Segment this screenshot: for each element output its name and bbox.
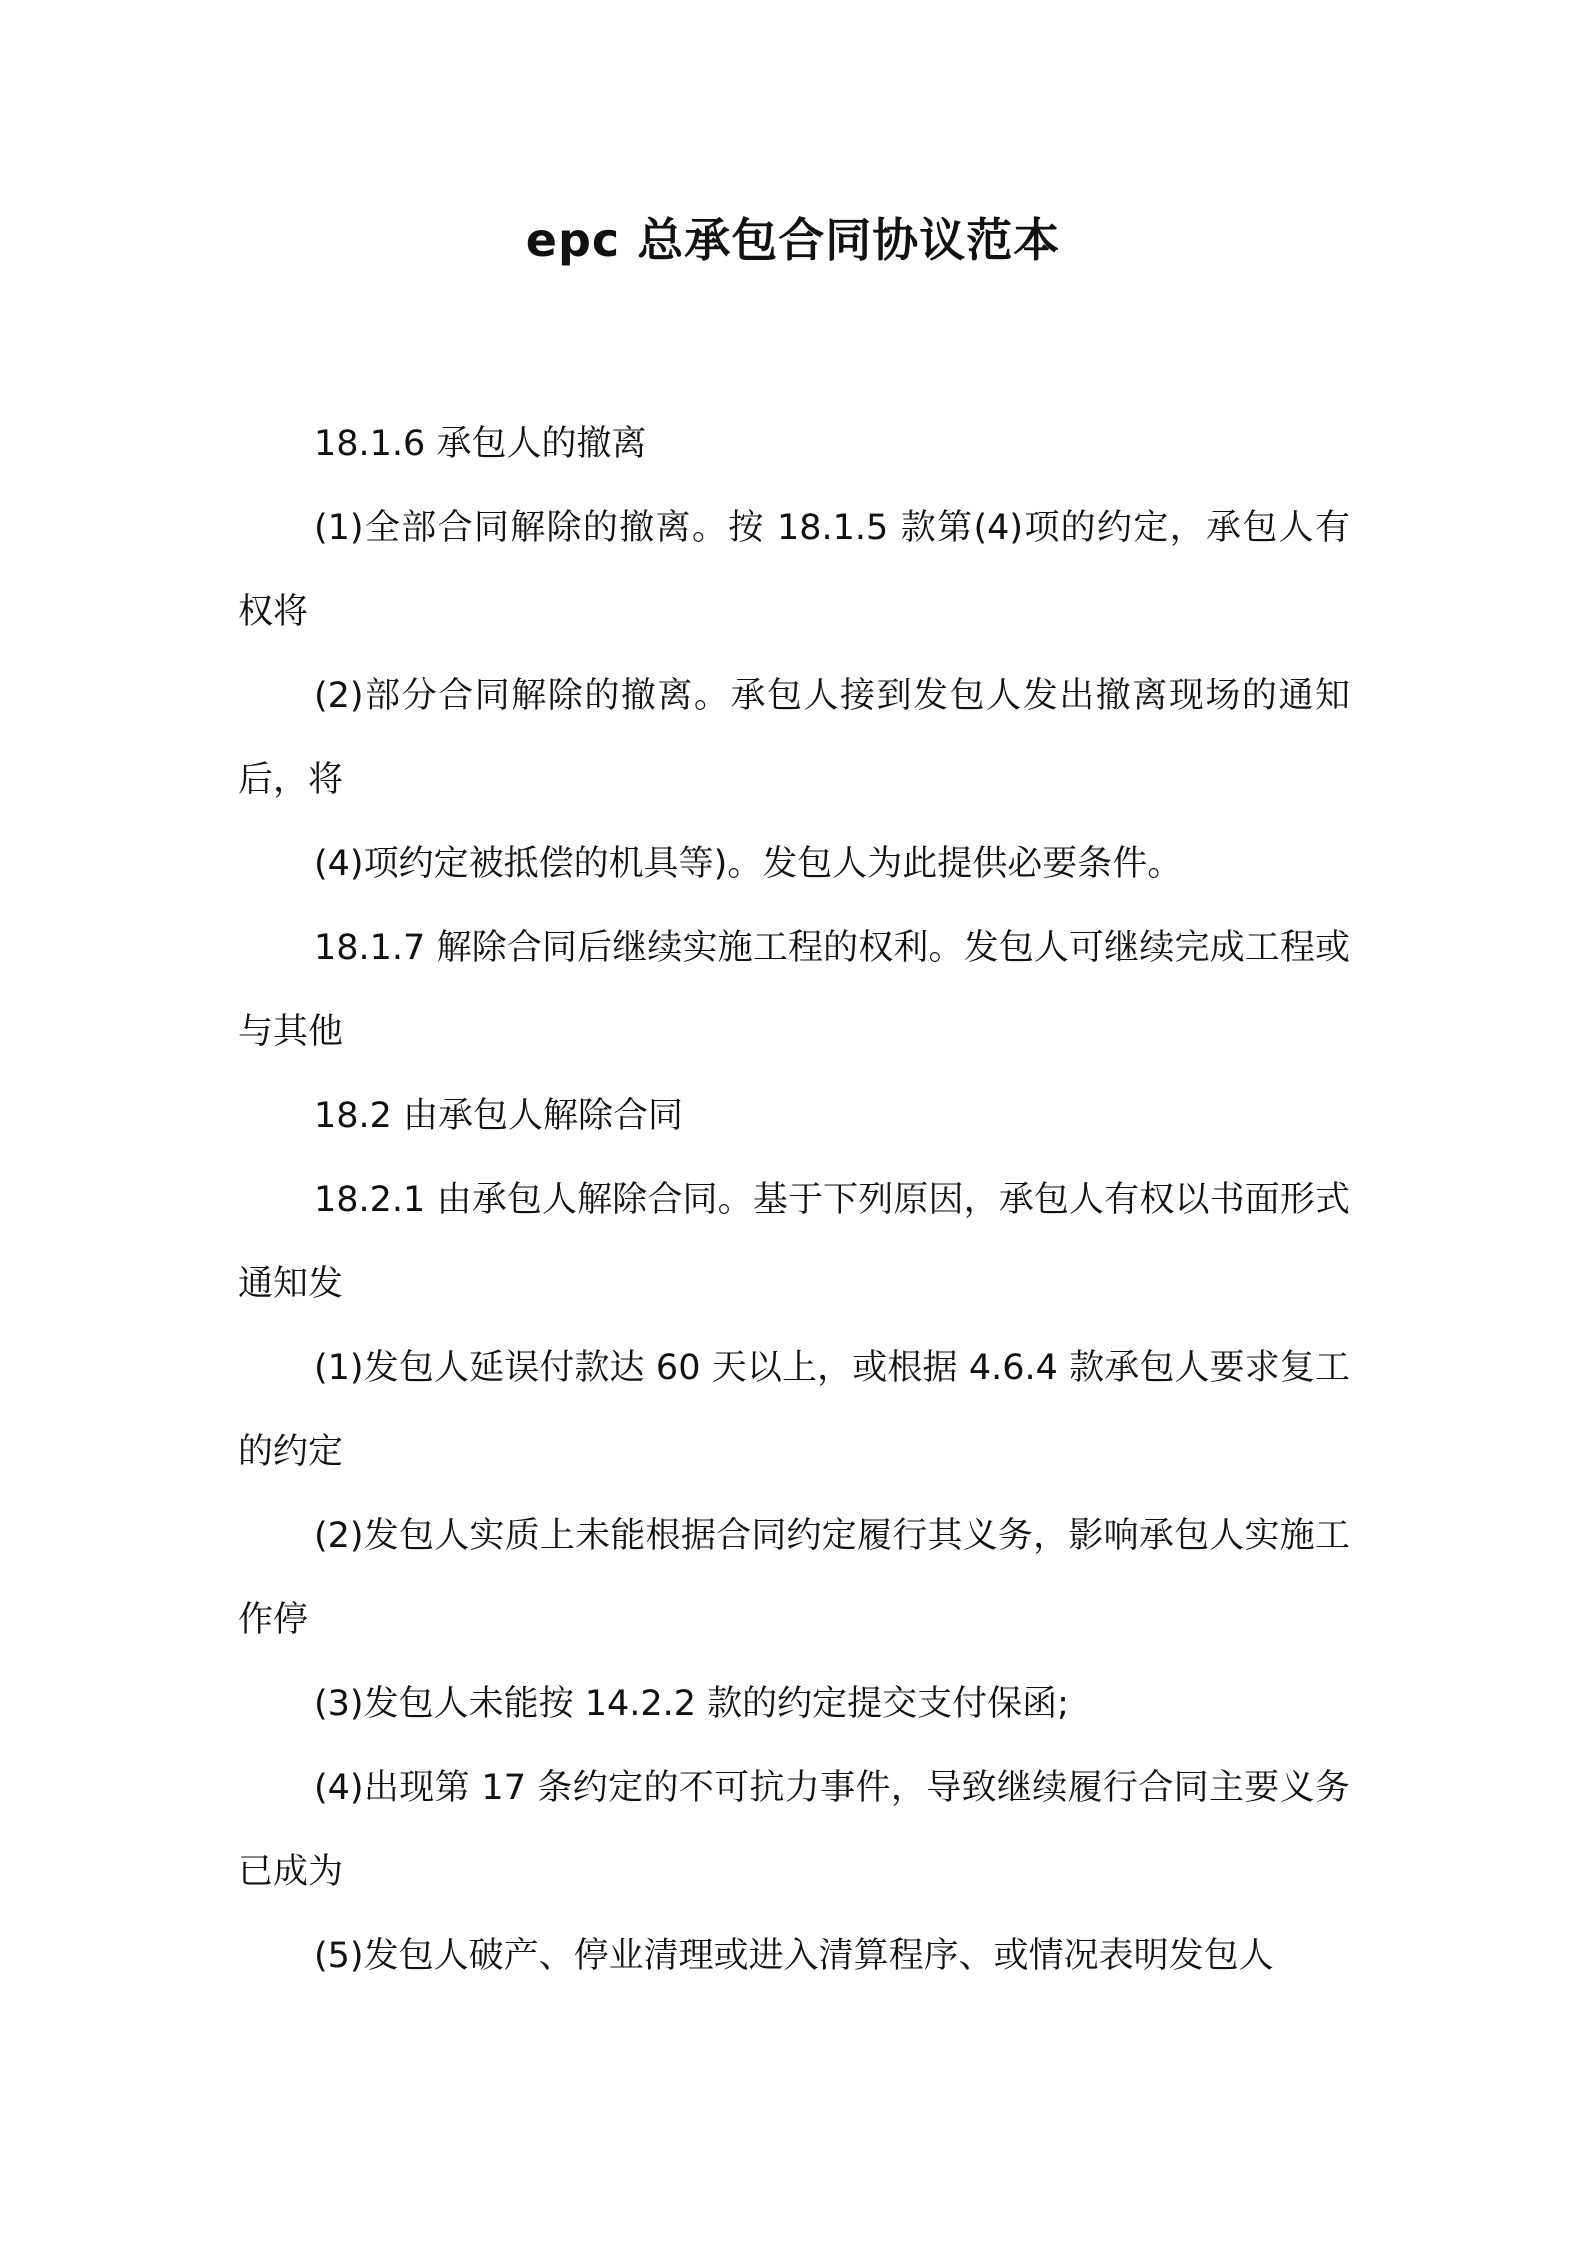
paragraph-item-5-bankruptcy: (5)发包人破产、停业清理或进入清算程序、或情况表明发包人 <box>314 1936 1274 1976</box>
document-title: epc 总承包合同协议范本 <box>525 213 1061 267</box>
paragraph-full-termination-withdrawal: (1)全部合同解除的撤离。按 18.1.5 款第(4)项的约定，承包人有权将 <box>238 508 1350 632</box>
paragraph-18-2-1: 18.2.1 由承包人解除合同。基于下列原因，承包人有权以书面形式通知发 <box>238 1180 1350 1304</box>
paragraph-item-1-payment-delay: (1)发包人延误付款达 60 天以上，或根据 4.6.4 款承包人要求复工的约定 <box>238 1348 1350 1472</box>
paragraph-18-1-6-heading: 18.1.6 承包人的撤离 <box>314 424 647 464</box>
document-body <box>238 402 1350 1998</box>
paragraph-item-2-obligation-failure: (2)发包人实质上未能根据合同约定履行其义务，影响承包人实施工作停 <box>238 1516 1350 1640</box>
paragraph-item-4-force-majeure: (4)出现第 17 条约定的不可抗力事件，导致继续履行合同主要义务已成为 <box>238 1768 1350 1892</box>
paragraph-offset-equipment: (4)项约定被抵偿的机具等)。发包人为此提供必要条件。 <box>314 844 1183 884</box>
paragraph-partial-termination-withdrawal: (2)部分合同解除的撤离。承包人接到发包人发出撤离现场的通知后，将 <box>238 676 1350 800</box>
paragraph-item-3-payment-guarantee: (3)发包人未能按 14.2.2 款的约定提交支付保函; <box>314 1684 1069 1724</box>
paragraph-18-2-heading: 18.2 由承包人解除合同 <box>314 1096 684 1136</box>
paragraph-18-1-7: 18.1.7 解除合同后继续实施工程的权利。发包人可继续完成工程或与其他 <box>238 928 1350 1052</box>
